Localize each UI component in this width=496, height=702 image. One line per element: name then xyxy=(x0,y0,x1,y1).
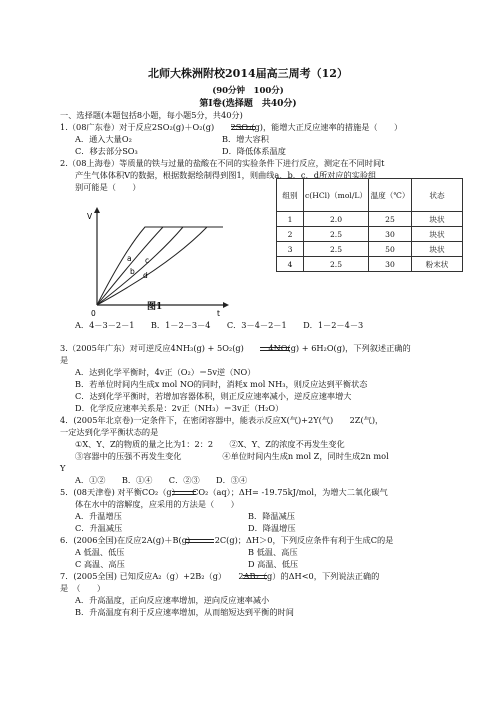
q3-stem-cont: 是 xyxy=(60,355,69,365)
table-row xyxy=(277,212,463,227)
y-arrow-icon xyxy=(94,207,100,213)
curve-label-b: b xyxy=(130,267,135,276)
table-cell: 块状 xyxy=(412,212,463,227)
curve-label-d: d xyxy=(143,271,148,280)
table-cell: 2.5 xyxy=(304,242,369,257)
figure-caption: 图1 xyxy=(147,302,163,312)
x-arrow-icon xyxy=(223,302,229,308)
table-cell: 2.0 xyxy=(304,212,369,227)
q5-option-a: A．升温增压 xyxy=(75,511,122,521)
table-cell: 30 xyxy=(369,227,412,242)
table-cell: 1 xyxy=(277,212,304,227)
equilibrium-arrow-icon xyxy=(186,537,214,545)
axis-label-v: V xyxy=(87,212,93,221)
equilibrium-arrow-icon xyxy=(243,573,267,581)
q2-stem-line1: 2.（08上海卷）等质量的铁与过量的盐酸在不同的实验条件下进行反应，测定在不同时间t xyxy=(60,158,385,168)
q3-stem: 3.（2005年广东）对可逆反应4NH₃(g) + 5O₂(g) 4NO(g) + 6H₂O(g)，下列叙述正确的 xyxy=(60,343,411,353)
curve-label-a: a xyxy=(127,254,132,263)
q3-option-c: C．达到化学平衡时，若增加容器体积，则正反应速率减小，逆反应速率增大 xyxy=(75,391,352,401)
q4-options: A．①② B．①④ C．②③ D．③④ xyxy=(75,475,248,485)
q7-stem: 7．(2005全国) 已知反应A₂（g）+2B₂（g） 2AB₂（g）的ΔH<0，下列说法正确的 xyxy=(60,571,380,581)
page-title: 北师大株洲附校2014届高三周考（12） xyxy=(148,67,348,80)
table-cell: 3 xyxy=(277,242,304,257)
table-header-row xyxy=(277,179,463,212)
table-cell: 2.5 xyxy=(304,257,369,272)
equilibrium-arrow-icon xyxy=(231,124,255,132)
q5-stem-cont: 体在水中的溶解度，应采用的方法是（ ） xyxy=(75,499,239,509)
experiment-table xyxy=(276,178,463,272)
table-header: 温度（℃） xyxy=(369,179,412,212)
table-cell: 50 xyxy=(369,242,412,257)
q6-stem: 6．(2006全国)在反应2A(g)＋B(g) 2C(g)；ΔH＞0，下列反应条件有利于生成C的是 xyxy=(60,535,394,545)
q6-option-d: D 高温、低压 xyxy=(248,559,299,569)
q1-option-d: D．降低体系温度 xyxy=(222,146,286,156)
q5-option-c: C．升温减压 xyxy=(75,523,123,533)
q5-option-d: D．降温增压 xyxy=(248,523,296,533)
exam-duration: (90分钟 100分) xyxy=(212,86,284,96)
table-cell: 块状 xyxy=(412,242,463,257)
q7-option-a: A．升高温度，正向反应速率增加，逆向反应速率减小 xyxy=(75,595,270,605)
axis-label-t: t xyxy=(217,309,220,318)
table-header: 状态 xyxy=(412,179,463,212)
table-cell: 粉末状 xyxy=(412,257,463,272)
q2-options: A．4－3－2－1 B．1－2－3－4 C．3－4－2－1 D．1－2－4－3 xyxy=(75,320,364,330)
table-row xyxy=(277,227,463,242)
table-cell: 2.5 xyxy=(304,227,369,242)
q3-option-b: B．若单位时间内生成x mol NO的同时，消耗x mol NH₃，则反应达到平衡状态 xyxy=(75,379,368,389)
table-header: 组别 xyxy=(277,179,304,212)
table-cell: 30 xyxy=(369,257,412,272)
q7-option-b: B．升高温度有利于反应速率增加，从而缩短达到平衡的时间 xyxy=(75,607,294,617)
table-row xyxy=(277,257,463,272)
q2-stem-line2: 产生气体体积V的数据，根据数据绘制得到图1，则曲线a、b、c、d所对应的实验组 xyxy=(75,170,377,180)
table-row xyxy=(277,242,463,257)
section-instructions: 一、选择题(本题包括8小题，每小题5分，共40分) xyxy=(60,110,243,120)
q4-stem: 4．(2005年北京卷)一定条件下，在密闭容器中，能表示反应X(气)+2Y(气) 2Z(气)， xyxy=(60,415,384,425)
q1-option-b: B．增大容积 xyxy=(222,134,269,144)
q6-option-b: B 低温、高压 xyxy=(248,547,298,557)
q1-option-a: A．通入大量O₂ xyxy=(75,134,132,144)
q3-option-d: D．化学反应速率关系是：2v正（NH₃）＝3v正（H₂O） xyxy=(75,403,284,413)
q4-statement-cont: Y xyxy=(60,463,66,473)
q5-stem: 5．(08天津卷) 对平衡CO₂（g） CO₂（aq）；ΔH= -19.75kJ/mol，为增大二氧化碳气 xyxy=(60,487,388,497)
q4-statement-3-4: ③容器中的压强不再发生变化 ④单位时间内生成n mol Z，同时生成2n mol xyxy=(75,451,389,461)
equilibrium-arrow-icon xyxy=(260,345,290,353)
table-cell: 4 xyxy=(277,257,304,272)
table-header: c(HCl)（mol/L） xyxy=(304,179,369,212)
q4-stem-cont: 一定达到化学平衡状态的是 xyxy=(60,427,159,437)
q1-stem: 1.（08广东卷）对于反应2SO₂(g)＋O₂(g) 2SO₃(g)，能增大正反应速率的措施是（ ） xyxy=(60,122,403,132)
origin-label: 0 xyxy=(91,309,96,318)
q7-stem-cont: 是 （ ） xyxy=(60,583,106,593)
q6-option-a: A 低温、低压 xyxy=(75,547,125,557)
q3-option-a: A．达到化学平衡时，4v正（O₂）＝5v逆（NO） xyxy=(75,367,256,377)
q4-statement-1-2: ①X、Y、Z的物质的量之比为1：2：2 ②X、Y、Z的浓度不再发生变化 xyxy=(75,439,345,449)
equilibrium-arrow-icon xyxy=(172,489,196,497)
curve-label-c: c xyxy=(145,256,150,265)
q2-stem-line3: 别可能是（ ） xyxy=(75,182,141,192)
section-title: 第Ⅰ卷(选择题 共40分) xyxy=(199,99,297,109)
q6-option-c: C 高温、高压 xyxy=(75,559,125,569)
q5-option-b: B．降温减压 xyxy=(248,511,295,521)
table-cell: 25 xyxy=(369,212,412,227)
table-cell: 2 xyxy=(277,227,304,242)
q1-option-c: C．移去部分SO₃ xyxy=(75,146,138,156)
table-cell: 块状 xyxy=(412,227,463,242)
curve-d xyxy=(97,227,223,305)
